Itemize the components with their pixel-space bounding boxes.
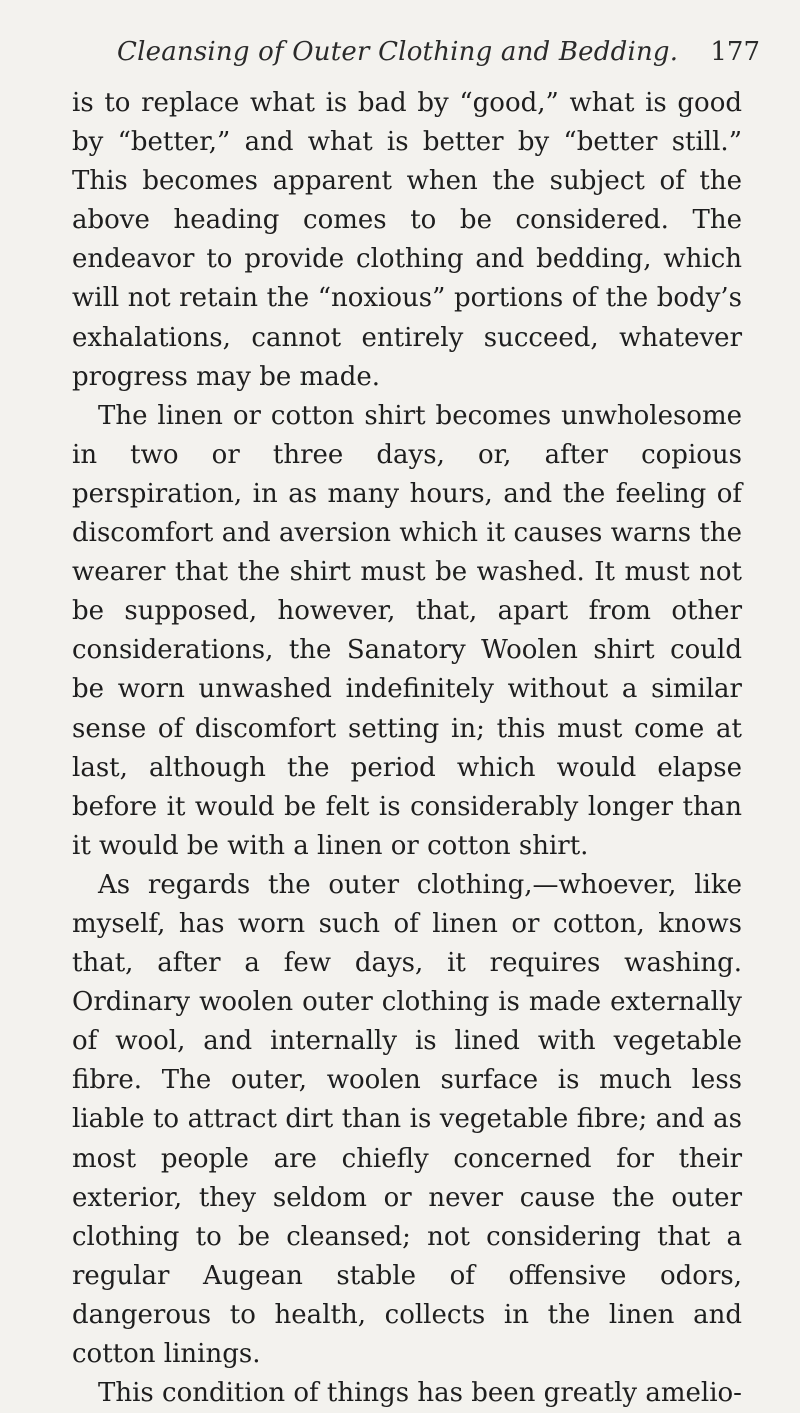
- paragraph-shirt: The linen or cotton shirt becomes unwholesome in two or three days, or, after copious perspiration, in as many hours, and the feeling of discomfort and aversion which it causes warns the wearer that the shirt must be washed. It must not be supposed, however, that, apart from other considerations, the Sanatory Woolen shirt could be worn unwashed indefinitely without a similar sense of discomfort setting in; this must come at last, although the period which would elapse before it would be felt is considerably longer than it would be with a linen or cotton shirt.: [72, 400, 742, 861]
- paragraph-outer-clothing: As regards the outer clothing,—whoever, like myself, has worn such of linen or cotton, knows that, after a few days, it requires washing. Ordinary woolen outer clothing is made externally of wool, and internally is lined with vegetable fibre. The outer, woolen surface is much less liable to attract dirt than is vegetable fibre; and as most people are chiefly concerned for their exterior, they seldom or never cause the outer clothing to be cleansed; not considering that a regular Augean stable of offensive odors, dangerous to health, collects in the linen and cotton linings.: [72, 869, 742, 1369]
- paragraph-continued: is to replace what is bad by “good,” what is good by “better,” and what is better by “better still.” This becomes apparent when the subject of the above heading comes to be considered. The endeavor to provide clothing and bedding, which will not retain the “noxious” portions of the body’s exhalations, cannot entirely succeed, whatever progress may be made.: [72, 88, 742, 392]
- running-head: [72, 32, 762, 84]
- running-title: Cleansing of Outer Clothing and Bedding.: [117, 37, 679, 67]
- body-text: [72, 84, 742, 1413]
- paragraph-condition: This condition of things has been greatly amelio-: [98, 1378, 742, 1409]
- page-number: 177: [710, 37, 760, 67]
